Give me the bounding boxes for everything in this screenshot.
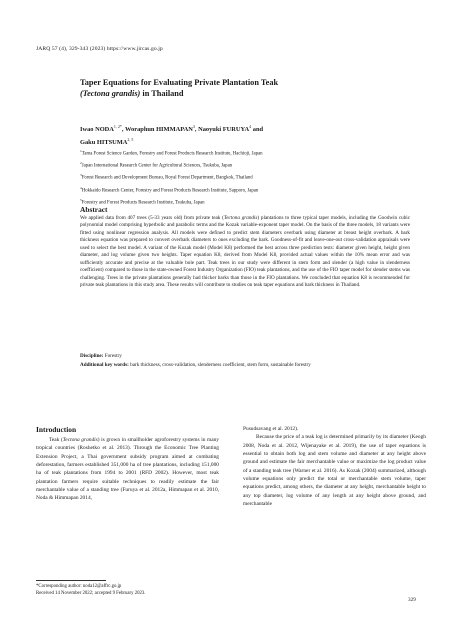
paragraph [36,436,219,503]
abstract-body [80,215,410,290]
footnote [36,583,146,597]
affiliation-text: Hokkaido Research Center, Forestry and Forest Products Research Institute, Sapporo, Japan [81,188,259,194]
footnote-divider [36,580,106,581]
journal-header: JARQ 57 (4), 329-343 (2023) https://www.jircas.go.jp [36,46,163,52]
paragraph-text: Teak ( [49,437,63,443]
paragraph-text: ) is grown in smallholder agroforestry systems in many tropical countries (Roshetko et al. 2013). Through the Economic Tree Planting Extension Project, a Thai government subsidy program aimed at combating deforestation, farmers established 351,000 ha of tree plantations, including 151,000 ha of teak plantations from 1994 to 2001 (RFD 2002). However, most teak plantation farmers require suitable techniques to readily estimate the fair merchantable value of a standing tree (Furuya et al. 2012a, Himmapan et al. 2010, Noda & Himmapan 2014, [36,437,219,502]
affiliation-number: 2 [80,161,82,166]
author-name: Iwao NODA [80,126,114,134]
author-name: , Woraphun HIMMAPAN [121,126,193,134]
keywords-value: bark thickness, cross-validation, slenderness coefficient, stem form, sustainable forestry [130,362,311,368]
author-affil-mark: 1, 2* [113,124,122,129]
abstract-text: We applied data from 407 trees (5-33 years old) from private teak ( [80,215,224,221]
affiliation-item [80,184,420,196]
article-title [80,78,278,99]
abstract-species: Tectona grandis [223,215,258,221]
abstract-text: ) plantations to three typical taper models, including the Goodwin cubic polynomial model comprising hyperbolic and parabolic terms and the Kozak variable-exponent taper model. On the basis of the three models, 18 variants were fitted using nonlinear regression analysis. All models were defined to predict stem diameters overbark using diameter at breast height overbark. A bark thickness equation was prepared to convert overbark diameters to ones excluding the bark. Goodness-of-fit and leave-one-out cross-validation appraisals were used to select the best model. A variant of the Kozak model (Model K8) performed the best across three prediction tests: diameter given height, height given diameter, and log volume given two heights. Taper equation K8, derived from Model K8, provided actual values within the 10% mean error and was sufficiently accurate and precise at the valuable bole part. Teak trees in our study were different in stem form and slender (a high value in slenderness coefficient) compared to those in the state-owned Forest Industry Organization (FIO) teak plantations, and the use of the FIO taper model for slender stems was challenging. Trees in the private plantations generally had thicker barks than those in the FIO plantations. We concluded that equation K8 is recommended for private teak plantations in this study area. These results will contribute to studies on teak taper equations and bark thickness in Thailand. [80,215,411,289]
author-name: Gaku HITSUMA [80,139,128,147]
discipline-label: Discipline: [80,353,104,359]
affiliation-text: Tama Forest Science Garden, Forestry and Forest Products Research Institute, Hachioji, Japan [81,151,263,157]
keywords-label: Additional key words: [80,362,129,368]
author-line-1 [80,122,410,135]
affiliation-text: Japan International Research Center for Agricultural Sciences, Tsukuba, Japan [81,163,233,169]
author-conjunction: and [251,126,264,134]
page-number: 329 [408,597,416,603]
affiliation-number: 4 [80,185,82,190]
abstract-heading: Abstract [80,205,108,214]
title-species: (Tectona grandis) [80,88,141,98]
discipline-line [80,353,122,359]
affiliation-item [80,159,420,171]
affiliation-number: 1 [80,149,82,153]
paragraph: Because the price of a teak log is determined primarily by its diameter (Keogh 2008, Noda et al. 2012, Wijenayake et al. 2019), the use of taper equations is essential to obtain both log and stem volume and diameter at any height above ground and estimate the fair merchantable value or maximize the log product value of a standing teak tree (Warner et al. 2016). As Kozak (2004) summarized, although volume equations only predict the total or merchantable stem volume, taper equations predict, among others, the diameter at any height, merchantable height to any top diameter, log volume of any length at any height above ground, and merchantable [243,434,426,508]
author-list [80,122,410,148]
title-line-2 [80,89,278,100]
author-name: , Naoyuki FURUYA [194,126,250,134]
author-affil-mark: 2, 5 [127,137,134,143]
introduction-right-column [243,425,426,508]
affiliation-text: Forest Research and Development Bureau, Royal Forest Department, Bangkok, Thailand [81,175,253,181]
introduction-heading: Introduction [36,425,77,434]
title-region: in Thailand [140,88,184,98]
author-affil-mark: 4 [249,124,252,129]
affiliation-text: Forestry and Forest Products Research Institute, Tsukuba, Japan [81,200,205,206]
keywords-line [80,362,410,369]
title-line-1: Taper Equations for Evaluating Private Plantation Teak [80,78,279,87]
affiliation-item [80,171,420,183]
affiliation-number: 5 [80,197,82,202]
affiliation-item [80,147,420,159]
paragraph: Pusudsavang et al. 2012). [243,426,299,432]
received-dates: Received 14 November 2022; accepted 9 February 2023. [36,591,146,596]
affiliation-list [80,147,420,208]
corresponding-author: *Corresponding author: noda12@affrc.go.jp [36,584,122,589]
introduction-left-column [36,436,219,503]
affiliation-item [80,196,420,208]
species-name: Tectona grandis [62,437,98,443]
affiliation-number: 3 [80,173,82,178]
author-affil-mark: 3 [192,124,195,129]
discipline-value: Forestry [103,353,122,359]
